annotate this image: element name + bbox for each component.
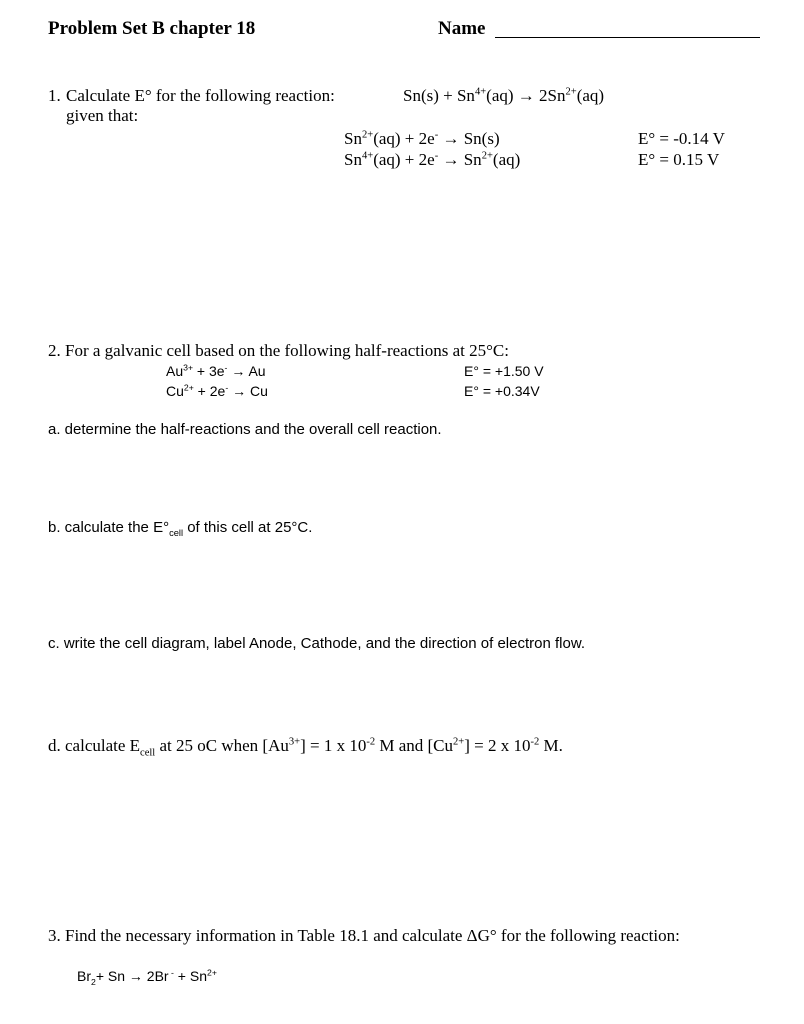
q2-part-c: c. write the cell diagram, label Anode, Cathode, and the direction of electron flow. (48, 635, 586, 652)
q1-half1-potential: E° = -0.14 V (638, 129, 725, 148)
arrow-icon: → (517, 86, 535, 105)
q1-reaction: $Sn(s) + Sn^{4+}(aq) \to 2Sn^{2+}(aq)$ (403, 86, 605, 105)
q1-prompt: Calculate E° for the following reaction: (66, 86, 335, 105)
q1-half2-potential: E° = 0.15 V (638, 150, 720, 169)
arrow-icon: → (442, 150, 460, 169)
q2-half2-potential: E° = +0.34V (464, 383, 540, 399)
q2-half1-potential: E° = +1.50 V (464, 363, 544, 379)
name-label: Name (438, 18, 486, 39)
q2-part-b: b. calculate the $E^\circ_{cell}$ of this cell at 25°C. (48, 519, 313, 538)
q1-number: 1. (48, 86, 61, 105)
q3-reaction: $Br_2+ Sn \to 2Br$ $^- + Sn^{2+}$ (77, 967, 217, 987)
name-field-line[interactable] (495, 37, 760, 38)
page-title: Problem Set B chapter 18 (48, 18, 256, 39)
q3-text: 3. Find the necessary information in Table 18.1 and calculate ΔG° for the following reaction: (48, 926, 680, 945)
q2-part-d: d. calculate $E_{cell}$ at 25 oC when $[Au^{3+}] = 1$ x $10^{-2}$ M and $[Cu^{2+}] = 2$ x $10^{-2}$ M. (48, 736, 563, 759)
q2-half-reaction-2: $Cu^{2+} + 2e^- \to Cu$ (166, 382, 268, 399)
q2-part-a: a. determine the half-reactions and the overall cell reaction. (48, 421, 442, 438)
q2-intro: 2. For a galvanic cell based on the following half-reactions at 25°C: (48, 341, 509, 360)
arrow-icon: → (442, 129, 460, 148)
q2-half-reaction-1: $Au^{3+} + 3e^- \to Au$ (166, 362, 266, 379)
q1-given: given that: (66, 106, 139, 125)
q1-half-reaction-1: $Sn^{2+}(aq) + 2e^- \to Sn(s)$ (344, 129, 500, 148)
q1-half-reaction-2: $Sn^{4+}(aq) + 2e^- \to Sn^{2+}(aq)$ (344, 150, 521, 169)
